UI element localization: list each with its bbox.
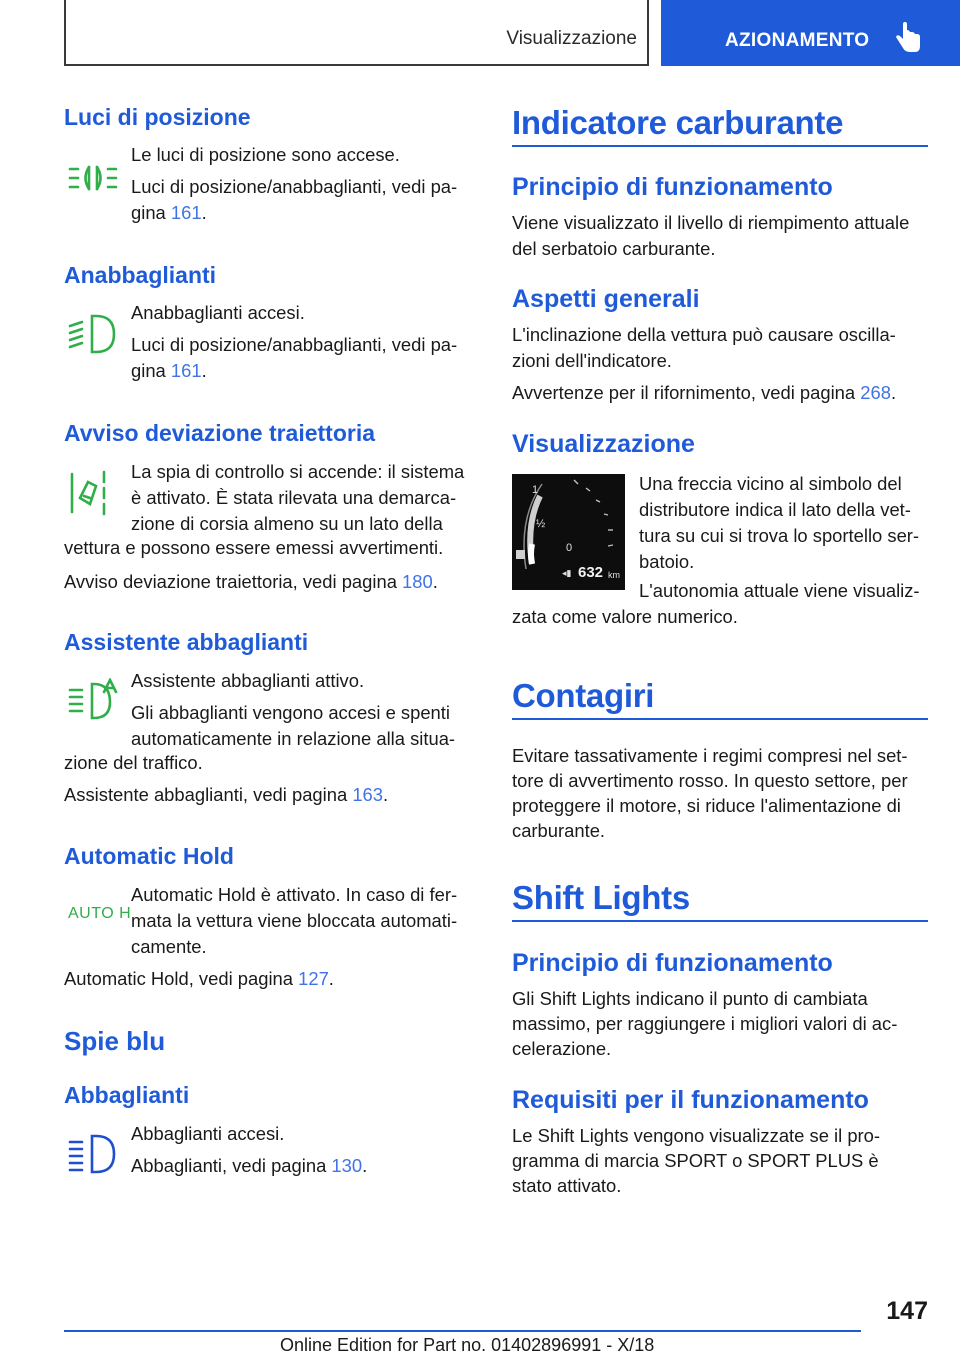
page-number: 147 [886, 1297, 928, 1325]
text-vis-l5: L'autonomia attuale viene visualiz- [639, 580, 920, 601]
text-contagiri-l2: tore di avvertimento rosso. In questo settore, per [512, 770, 908, 791]
text-abbaglianti-p1: Abbaglianti accesi. [131, 1123, 285, 1144]
heading-abbaglianti: Abbaglianti [64, 1082, 190, 1108]
text-contagiri-l4: carburante. [512, 820, 606, 841]
heading-automatic-hold: Automatic Hold [64, 843, 234, 869]
heading-assistente-abbaglianti: Assistente abbaglianti [64, 629, 309, 655]
gauge-mark-full: 1 [532, 484, 539, 496]
text-shift-l3: celerazione. [512, 1038, 612, 1059]
low-beam-icon [66, 312, 120, 356]
text-principio-l2: del serbatoio carburante. [512, 238, 716, 259]
text-req-l1: Le Shift Lights vengono visualizzate se il pro- [512, 1125, 881, 1146]
text-assistente-l2: Gli abbaglianti vengono accesi e spenti [131, 702, 450, 723]
text-anabbaglianti-p2a: Luci di posizione/anabbaglianti, vedi pa- [131, 334, 458, 355]
heading-luci-posizione: Luci di posizione [64, 104, 251, 130]
page-link-161[interactable]: 161 [170, 202, 202, 223]
text-shift-l2: massimo, per raggiungere i migliori valori di ac- [512, 1013, 898, 1034]
heading-rule [512, 718, 928, 720]
text-assistente-ref: Assistente abbaglianti, vedi pagina 163. [64, 784, 389, 805]
text-vis-l2: distributore indica il lato della vet- [639, 499, 911, 520]
text-req-l3: stato attivato. [512, 1175, 622, 1196]
heading-anabbaglianti: Anabbaglianti [64, 262, 217, 288]
position-lights-icon [66, 156, 120, 200]
text-autohold-l2: mata la vettura viene bloccata automati- [131, 910, 458, 931]
heading-rule [512, 145, 928, 147]
range-value: 632 [578, 564, 604, 581]
text-luci-posizione-p2b: gina 161. [131, 202, 207, 223]
high-beam-icon [66, 1132, 120, 1176]
page-link-127[interactable]: 127 [298, 968, 329, 989]
fuel-gauge-image [512, 474, 625, 590]
high-beam-assistant-icon [66, 678, 120, 722]
text-contagiri-l1: Evitare tassativamente i regimi compresi nel set- [512, 745, 908, 766]
auto-hold-icon: AUTO H [68, 905, 132, 922]
fuel-pump-icon: ◂▮ [562, 568, 572, 578]
heading-spie-blu: Spie blu [64, 1026, 166, 1056]
text-shift-l1: Gli Shift Lights indicano il punto di cambiata [512, 988, 868, 1009]
heading-contagiri: Contagiri [512, 677, 655, 714]
text-avviso-l3: zione di corsia almeno su un lato della [131, 513, 443, 534]
text-abbaglianti-ref: Abbaglianti, vedi pagina 130. [131, 1155, 368, 1176]
range-unit: km [608, 570, 620, 580]
heading-principio-2: Principio di funzionamento [512, 949, 833, 977]
text-autohold-l1: Automatic Hold è attivato. In caso di fer- [131, 884, 458, 905]
text-avviso-l1: La spia di controllo si accende: il sistema [131, 461, 465, 482]
page-link-161b[interactable]: 161 [170, 360, 202, 381]
heading-indicatore-carburante: Indicatore carburante [512, 104, 844, 141]
heading-principio-1: Principio di funzionamento [512, 173, 833, 201]
text-vis-l6: zata come valore numerico. [512, 606, 738, 627]
text-vis-l3: tura su cui si trova lo sportello ser- [639, 525, 920, 546]
heading-rule [512, 920, 928, 922]
text-assistente-l3: automaticamente in relazione alla situa- [131, 728, 456, 749]
text-anabbaglianti-p1: Anabbaglianti accesi. [131, 302, 305, 323]
text-principio-l1: Viene visualizzato il livello di riempimento attuale [512, 212, 910, 233]
text-aspetti-l2: zioni dell'indicatore. [512, 350, 672, 371]
text-assistente-l1: Assistente abbaglianti attivo. [131, 670, 365, 691]
header-section-title: Visualizzazione [506, 28, 637, 49]
text-autohold-ref: Automatic Hold, vedi pagina 127. [64, 968, 334, 989]
header-section-box [64, 0, 649, 66]
text-assistente-l4: zione del traffico. [64, 752, 203, 773]
text-avviso-l4: vettura e possono essere emessi avvertimenti. [64, 537, 444, 558]
lane-departure-icon [66, 468, 120, 518]
heading-avviso-deviazione: Avviso deviazione traiettoria [64, 420, 376, 446]
page-link-163[interactable]: 163 [352, 784, 384, 805]
gauge-mark-half: ½ [536, 518, 546, 530]
text-luci-posizione-p2a: Luci di posizione/anabbaglianti, vedi pa- [131, 176, 458, 197]
text-aspetti-l1: L'inclinazione della vettura può causare oscilla- [512, 324, 896, 345]
heading-requisiti: Requisiti per il funzionamento [512, 1086, 869, 1114]
header-chapter-title: AZIONAMENTO [725, 30, 870, 51]
text-luci-posizione-p1: Le luci di posizione sono accese. [131, 144, 400, 165]
pointing-hand-icon [894, 22, 922, 54]
page-link-180[interactable]: 180 [402, 571, 433, 592]
gauge-mark-empty: 0 [566, 542, 573, 554]
text-vis-l1: Una freccia vicino al simbolo del [639, 473, 902, 494]
heading-aspetti-generali: Aspetti generali [512, 285, 700, 313]
text-avviso-l2: è attivato. È stata rilevata una demarca- [131, 487, 457, 508]
text-avviso-ref: Avviso deviazione traiettoria, vedi pagina 180. [64, 571, 438, 592]
page-link-268[interactable]: 268 [860, 382, 891, 403]
text-vis-l4: batoio. [639, 551, 695, 572]
text-contagiri-l3: proteggere il motore, si riduce l'alimentazione di [512, 795, 901, 816]
footer-edition: Online Edition for Part no. 01402896991 - X/18 [280, 1335, 655, 1355]
page-link-130[interactable]: 130 [331, 1155, 363, 1176]
text-req-l2: gramma di marcia SPORT o SPORT PLUS è [512, 1150, 879, 1171]
footer-rule [64, 1330, 861, 1332]
text-anabbaglianti-p2b: gina 161. [131, 360, 207, 381]
header-chapter-tab[interactable] [661, 0, 960, 66]
text-autohold-l3: camente. [131, 936, 207, 957]
text-aspetti-ref: Avvertenze per il rifornimento, vedi pagina 268. [512, 382, 897, 403]
heading-visualizzazione: Visualizzazione [512, 430, 695, 458]
heading-shift-lights: Shift Lights [512, 879, 690, 916]
